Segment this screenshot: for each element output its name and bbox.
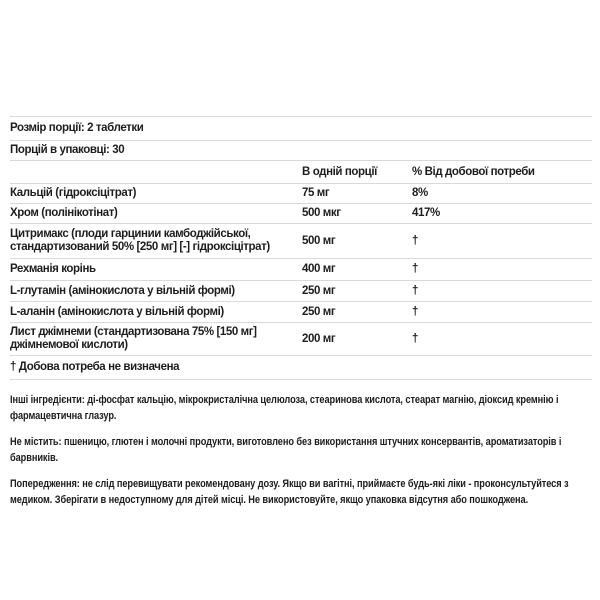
supplement-facts-label	[10, 116, 592, 518]
servings-per-container-row	[10, 141, 592, 161]
table-row	[10, 302, 592, 323]
nutrient-name: Лист джімнеми (стандартизована 75% [150 мг] джімнемової кислоти)	[10, 326, 257, 351]
supplement-facts-table	[10, 116, 592, 380]
nutrient-name: L-аланін (амінокислота у вільній формі)	[10, 305, 224, 318]
table-row	[10, 204, 592, 224]
column-header-dv: % Від добової потреби	[412, 165, 535, 178]
table-header-row	[10, 161, 592, 184]
table-row	[10, 323, 592, 356]
header-spacer	[10, 169, 302, 175]
warning-paragraph: Попередження: не слід перевищувати рекомендовану дозу. Якщо ви вагітні, приймаєте будь-які ліки - проконсультуйтеся з медиком. Зберігати в недоступному для дітей місці. Не використовуйте, якщо упаковка відсутня або пошкоджена.	[10, 478, 569, 506]
table-row	[10, 281, 592, 302]
label-paragraphs	[10, 392, 592, 508]
other-ingredients-paragraph: Інші інгредієнти: ді-фосфат кальцію, мікрокристалічна целюлоза, стеаринова кислота, стеарат магнію, діоксид кремнію і фармацевтична глазур.	[10, 394, 559, 422]
table-row	[10, 224, 592, 259]
nutrient-amount: 250 мг	[302, 305, 336, 318]
table-row	[10, 259, 592, 281]
nutrient-name: Рехманія корінь	[10, 263, 96, 275]
nutrient-amount: 75 мг	[302, 187, 330, 199]
nutrient-dv: †	[412, 332, 418, 345]
nutrient-name: Кальцій (гідроксіцітрат)	[10, 187, 136, 199]
nutrient-dv: †	[412, 263, 418, 275]
table-row	[10, 184, 592, 204]
nutrient-dv: †	[412, 234, 418, 247]
nutrient-dv: 8%	[412, 187, 428, 199]
serving-size-text: Розмір порції: 2 таблетки	[10, 122, 144, 134]
nutrient-dv: 417%	[412, 207, 440, 219]
nutrient-amount: 400 мг	[302, 263, 336, 275]
footnote-row	[10, 356, 592, 380]
does-not-contain-paragraph: Не містить: пшеницю, глютен і молочні продукти, виготовлено без використання штучних консервантів, ароматизаторів і барвників.	[10, 436, 562, 464]
nutrient-amount: 500 мкг	[302, 207, 341, 219]
nutrient-name: Цитримакс (плоди гарцинии камбоджійської, стандартизований 50% [250 мг] [-] гідроксіцітрат)	[10, 228, 270, 253]
nutrient-amount: 200 мг	[302, 332, 336, 345]
nutrient-name: Хром (полінікотінат)	[10, 207, 118, 219]
daily-value-footnote: † Добова потреба не визначена	[10, 361, 180, 373]
nutrient-name: L-глутамін (амінокислота у вільній формі)	[10, 284, 235, 297]
nutrient-dv: †	[412, 305, 418, 318]
serving-size-row	[10, 117, 592, 141]
nutrient-amount: 500 мг	[302, 234, 336, 247]
nutrient-amount: 250 мг	[302, 284, 336, 297]
servings-per-container-text: Порцій в упаковці: 30	[10, 144, 125, 156]
column-header-amount: В одній порції	[302, 165, 377, 178]
nutrient-dv: †	[412, 284, 418, 297]
